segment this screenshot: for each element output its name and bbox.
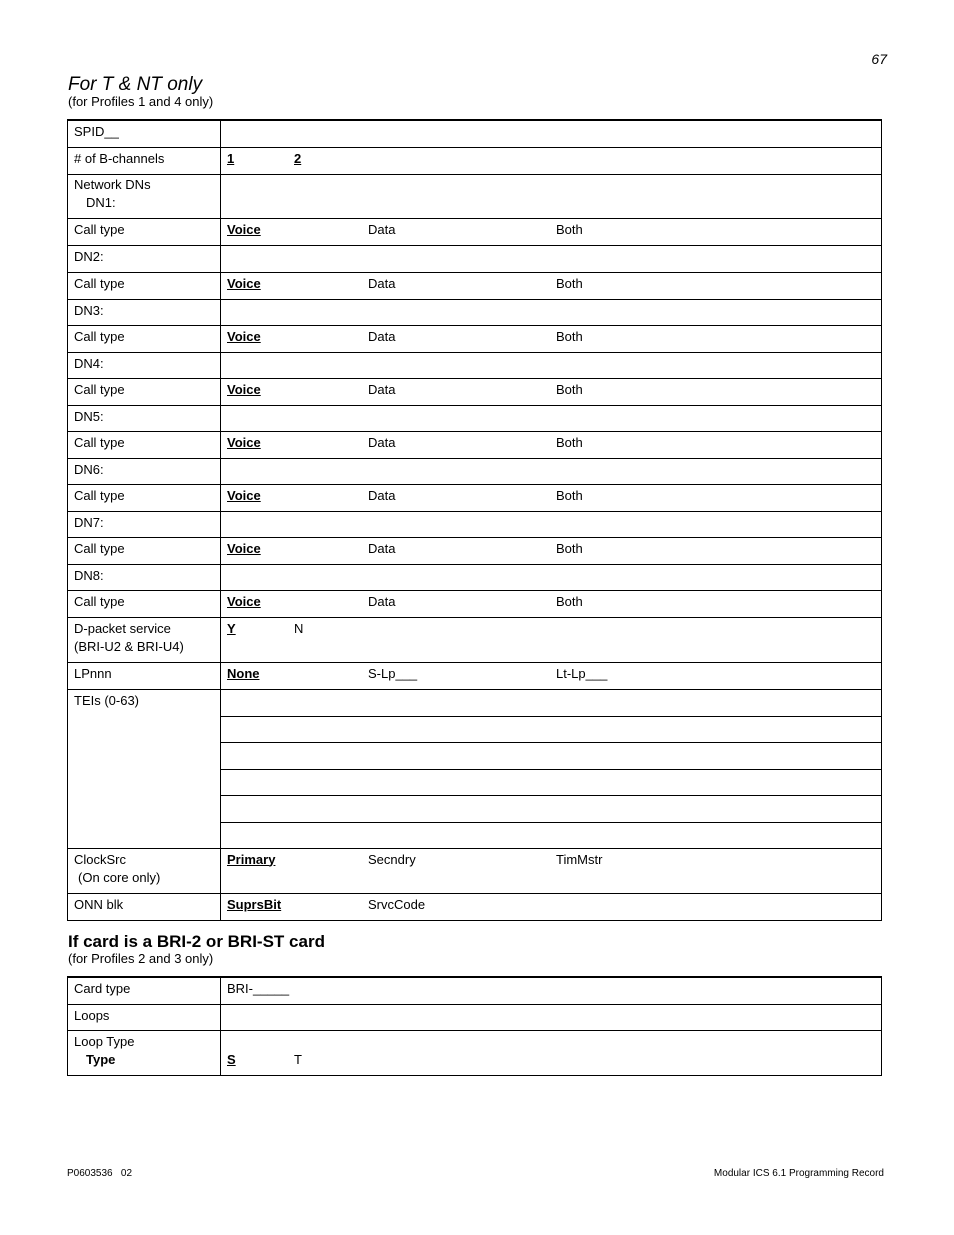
clocksrc-sublabel: (On core only) (78, 869, 161, 885)
lpnnn-option-slp[interactable]: S-Lp___ (368, 665, 418, 681)
table-row (68, 405, 882, 431)
call-type-data[interactable]: Data (368, 221, 396, 237)
spid-label: SPID__ (68, 120, 221, 147)
onn-option-srvccode[interactable]: SrvcCode (368, 896, 426, 912)
tei-value[interactable] (221, 822, 882, 848)
tei-value[interactable] (221, 769, 882, 795)
clocksrc-option-timmstr[interactable]: TimMstr (556, 851, 603, 867)
loop-type-sublabel: Type (86, 1051, 116, 1067)
bchannel-option-2[interactable]: 2 (294, 150, 302, 166)
dn-label: DN7: (68, 511, 221, 537)
card-type-label: Card type (68, 977, 221, 1004)
call-type-both[interactable]: Both (556, 221, 583, 237)
call-type-voice[interactable]: Voice (227, 221, 261, 237)
table-row (68, 484, 882, 511)
section2-title-text: If card is a BRI-2 or BRI-ST card (68, 932, 325, 951)
call-type-label: Call type (68, 484, 221, 511)
call-type-data[interactable]: Data (368, 275, 396, 291)
dn-value[interactable] (221, 405, 882, 431)
call-type-data[interactable]: Data (368, 434, 396, 450)
table-row (68, 689, 882, 716)
table-row (68, 147, 882, 174)
call-type-label: Call type (68, 272, 221, 299)
dn-value[interactable] (221, 245, 882, 272)
lpnnn-option-none[interactable]: None (227, 665, 260, 681)
table-row (68, 174, 882, 218)
call-type-label: Call type (68, 590, 221, 617)
loops-value[interactable] (221, 1004, 882, 1030)
table-row (68, 245, 882, 272)
call-type-data[interactable]: Data (368, 540, 396, 556)
call-type-both[interactable]: Both (556, 381, 583, 397)
table-row (68, 299, 882, 325)
lpnnn-option-ltlp[interactable]: Lt-Lp___ (556, 665, 608, 681)
dn-value[interactable] (221, 174, 882, 218)
table-row (68, 120, 882, 147)
call-type-label: Call type (68, 378, 221, 405)
onn-option-suprsbit[interactable]: SuprsBit (227, 896, 282, 912)
call-type-label: Call type (68, 537, 221, 564)
call-type-label: Call type (68, 218, 221, 245)
call-type-both[interactable]: Both (556, 275, 583, 291)
t-nt-form-table (67, 119, 882, 921)
dpacket-label: D-packet service (74, 620, 171, 636)
tei-value[interactable] (221, 795, 882, 822)
network-dns-label: Network DNs (74, 176, 151, 192)
section2-subtitle: (for Profiles 2 and 3 only) (68, 951, 214, 966)
table-row (68, 537, 882, 564)
network-dns-cell (68, 174, 221, 218)
clocksrc-label-cell (68, 848, 221, 893)
bchannel-option-1[interactable]: 1 (227, 150, 235, 166)
call-type-label: Call type (68, 325, 221, 352)
call-type-data[interactable]: Data (368, 593, 396, 609)
section-title (68, 74, 213, 109)
call-type-data[interactable]: Data (368, 328, 396, 344)
table-row (68, 352, 882, 378)
page-number: 67 (871, 51, 887, 67)
dn-value[interactable] (221, 352, 882, 378)
table-row (68, 977, 882, 1004)
table-row (68, 893, 882, 920)
lpnnn-label: LPnnn (68, 662, 221, 689)
table-row (68, 458, 882, 484)
dn-label: DN3: (68, 299, 221, 325)
dpacket-option-y[interactable]: Y (227, 620, 236, 636)
footer-doc-title: Modular ICS 6.1 Programming Record (713, 1168, 884, 1179)
dn-label: DN6: (68, 458, 221, 484)
call-type-voice[interactable]: Voice (227, 593, 261, 609)
call-type-both[interactable]: Both (556, 487, 583, 503)
card-type-value[interactable]: BRI-_____ (221, 977, 882, 1004)
table-row (68, 325, 882, 352)
table-row (68, 564, 882, 590)
table-row (68, 590, 882, 617)
call-type-both[interactable]: Both (556, 328, 583, 344)
call-type-voice[interactable]: Voice (227, 434, 261, 450)
onn-label: ONN blk (68, 893, 221, 920)
dpacket-label-cell (68, 617, 221, 662)
dpacket-sublabel: (BRI-U2 & BRI-U4) (74, 638, 184, 654)
spid-value[interactable] (221, 120, 882, 147)
loops-label: Loops (68, 1004, 221, 1030)
table-row (68, 662, 882, 689)
call-type-voice[interactable]: Voice (227, 381, 261, 397)
bri-card-table (67, 976, 882, 1076)
call-type-both[interactable]: Both (556, 593, 583, 609)
table-row (68, 218, 882, 245)
dpacket-option-n[interactable]: N (294, 620, 304, 636)
section2-title (68, 932, 325, 966)
clocksrc-option-primary[interactable]: Primary (227, 851, 276, 867)
table-row (68, 511, 882, 537)
section-title-text: For T & NT only (68, 74, 203, 95)
footer-doc-number: P0603536 02 (67, 1168, 133, 1179)
clocksrc-label: ClockSrc (74, 851, 127, 867)
table-row (68, 1030, 882, 1075)
bchannels-label: # of B-channels (68, 147, 221, 174)
table-row (68, 378, 882, 405)
dn-value[interactable] (221, 299, 882, 325)
dn-label: DN1: (86, 194, 116, 210)
table-row (68, 848, 882, 893)
table-row (68, 1004, 882, 1030)
dn-label: DN2: (68, 245, 221, 272)
call-type-both[interactable]: Both (556, 540, 583, 556)
teis-label: TEIs (0-63) (68, 689, 221, 848)
table-row (68, 431, 882, 458)
table-row (68, 617, 882, 662)
call-type-voice[interactable]: Voice (227, 328, 261, 344)
call-type-both[interactable]: Both (556, 434, 583, 450)
call-type-data[interactable]: Data (368, 381, 396, 397)
dn-value[interactable] (221, 511, 882, 537)
loop-type-option-t[interactable]: T (294, 1051, 302, 1067)
section-subtitle: (for Profiles 1 and 4 only) (68, 94, 214, 109)
loop-type-label-cell (68, 1030, 221, 1075)
loop-type-label: Loop Type (74, 1033, 135, 1049)
call-type-voice[interactable]: Voice (227, 540, 261, 556)
call-type-data[interactable]: Data (368, 487, 396, 503)
call-type-voice[interactable]: Voice (227, 487, 261, 503)
dn-label: DN8: (68, 564, 221, 590)
dn-value[interactable] (221, 564, 882, 590)
call-type-voice[interactable]: Voice (227, 275, 261, 291)
loop-type-option-s[interactable]: S (227, 1051, 236, 1067)
dn-value[interactable] (221, 458, 882, 484)
tei-value[interactable] (221, 742, 882, 769)
clocksrc-option-secndry[interactable]: Secndry (368, 851, 416, 867)
table-row (68, 272, 882, 299)
call-type-label: Call type (68, 431, 221, 458)
tei-value[interactable] (221, 689, 882, 716)
dn-label: DN5: (68, 405, 221, 431)
dn-label: DN4: (68, 352, 221, 378)
tei-value[interactable] (221, 716, 882, 742)
